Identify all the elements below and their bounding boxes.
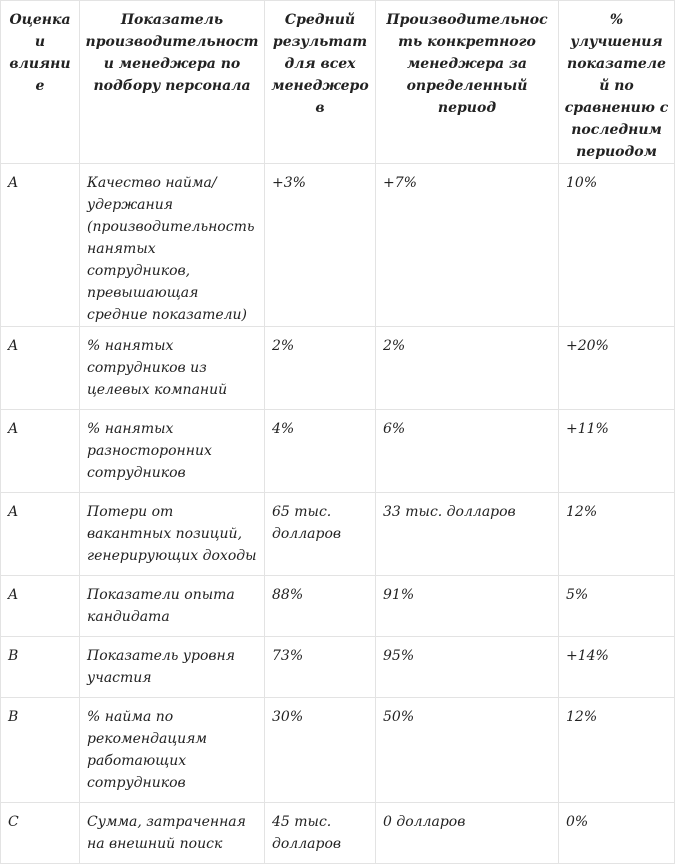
cell-rating: A	[1, 493, 80, 576]
header-average-result: Средний результат для всех менеджеров	[265, 1, 376, 164]
cell-metric: % найма по рекомендациям работающих сотрудников	[80, 698, 265, 803]
cell-improvement: +11%	[559, 410, 675, 493]
cell-average: 73%	[265, 637, 376, 698]
cell-performance: +7%	[376, 164, 559, 327]
cell-improvement: +14%	[559, 637, 675, 698]
cell-metric: Потери от вакантных позиций, генерирующих доходы	[80, 493, 265, 576]
cell-rating: A	[1, 410, 80, 493]
cell-average: 4%	[265, 410, 376, 493]
cell-performance: 91%	[376, 576, 559, 637]
table-row	[1, 164, 675, 327]
cell-average: 65 тыс. долларов	[265, 493, 376, 576]
cell-rating: B	[1, 637, 80, 698]
cell-performance: 50%	[376, 698, 559, 803]
cell-improvement: 0%	[559, 803, 675, 864]
cell-improvement: 10%	[559, 164, 675, 327]
table-header-row	[1, 1, 675, 164]
cell-metric: % нанятых разносторонних сотрудников	[80, 410, 265, 493]
cell-rating: C	[1, 803, 80, 864]
table-row	[1, 576, 675, 637]
table-row	[1, 327, 675, 410]
cell-rating: A	[1, 327, 80, 410]
cell-metric: Сумма, затраченная на внешний поиск	[80, 803, 265, 864]
header-metric: Показатель производительности менеджера по подбору персонала	[80, 1, 265, 164]
cell-average: +3%	[265, 164, 376, 327]
cell-average: 30%	[265, 698, 376, 803]
cell-average: 88%	[265, 576, 376, 637]
cell-performance: 6%	[376, 410, 559, 493]
cell-performance: 95%	[376, 637, 559, 698]
cell-improvement: 12%	[559, 698, 675, 803]
cell-metric: % нанятых сотрудников из целевых компаний	[80, 327, 265, 410]
table-row	[1, 410, 675, 493]
cell-metric: Качество найма/удержания (производительность нанятых сотрудников, превышающая средние показатели)	[80, 164, 265, 327]
cell-performance: 0 долларов	[376, 803, 559, 864]
cell-performance: 33 тыс. долларов	[376, 493, 559, 576]
table-row	[1, 493, 675, 576]
cell-improvement: +20%	[559, 327, 675, 410]
header-improvement-percent: % улучшения показателей по сравнению с последним периодом	[559, 1, 675, 164]
table-row	[1, 803, 675, 864]
cell-metric: Показатели опыта кандидата	[80, 576, 265, 637]
table-row	[1, 698, 675, 803]
cell-improvement: 5%	[559, 576, 675, 637]
header-recruiter-performance: Производительность конкретного менеджера за определенный период	[376, 1, 559, 164]
cell-rating: A	[1, 576, 80, 637]
cell-performance: 2%	[376, 327, 559, 410]
cell-metric: Показатель уровня участия	[80, 637, 265, 698]
cell-average: 45 тыс. долларов	[265, 803, 376, 864]
cell-rating: B	[1, 698, 80, 803]
cell-average: 2%	[265, 327, 376, 410]
cell-rating: A	[1, 164, 80, 327]
table-row	[1, 637, 675, 698]
header-rating-impact: Оценка и влияние	[1, 1, 80, 164]
cell-improvement: 12%	[559, 493, 675, 576]
